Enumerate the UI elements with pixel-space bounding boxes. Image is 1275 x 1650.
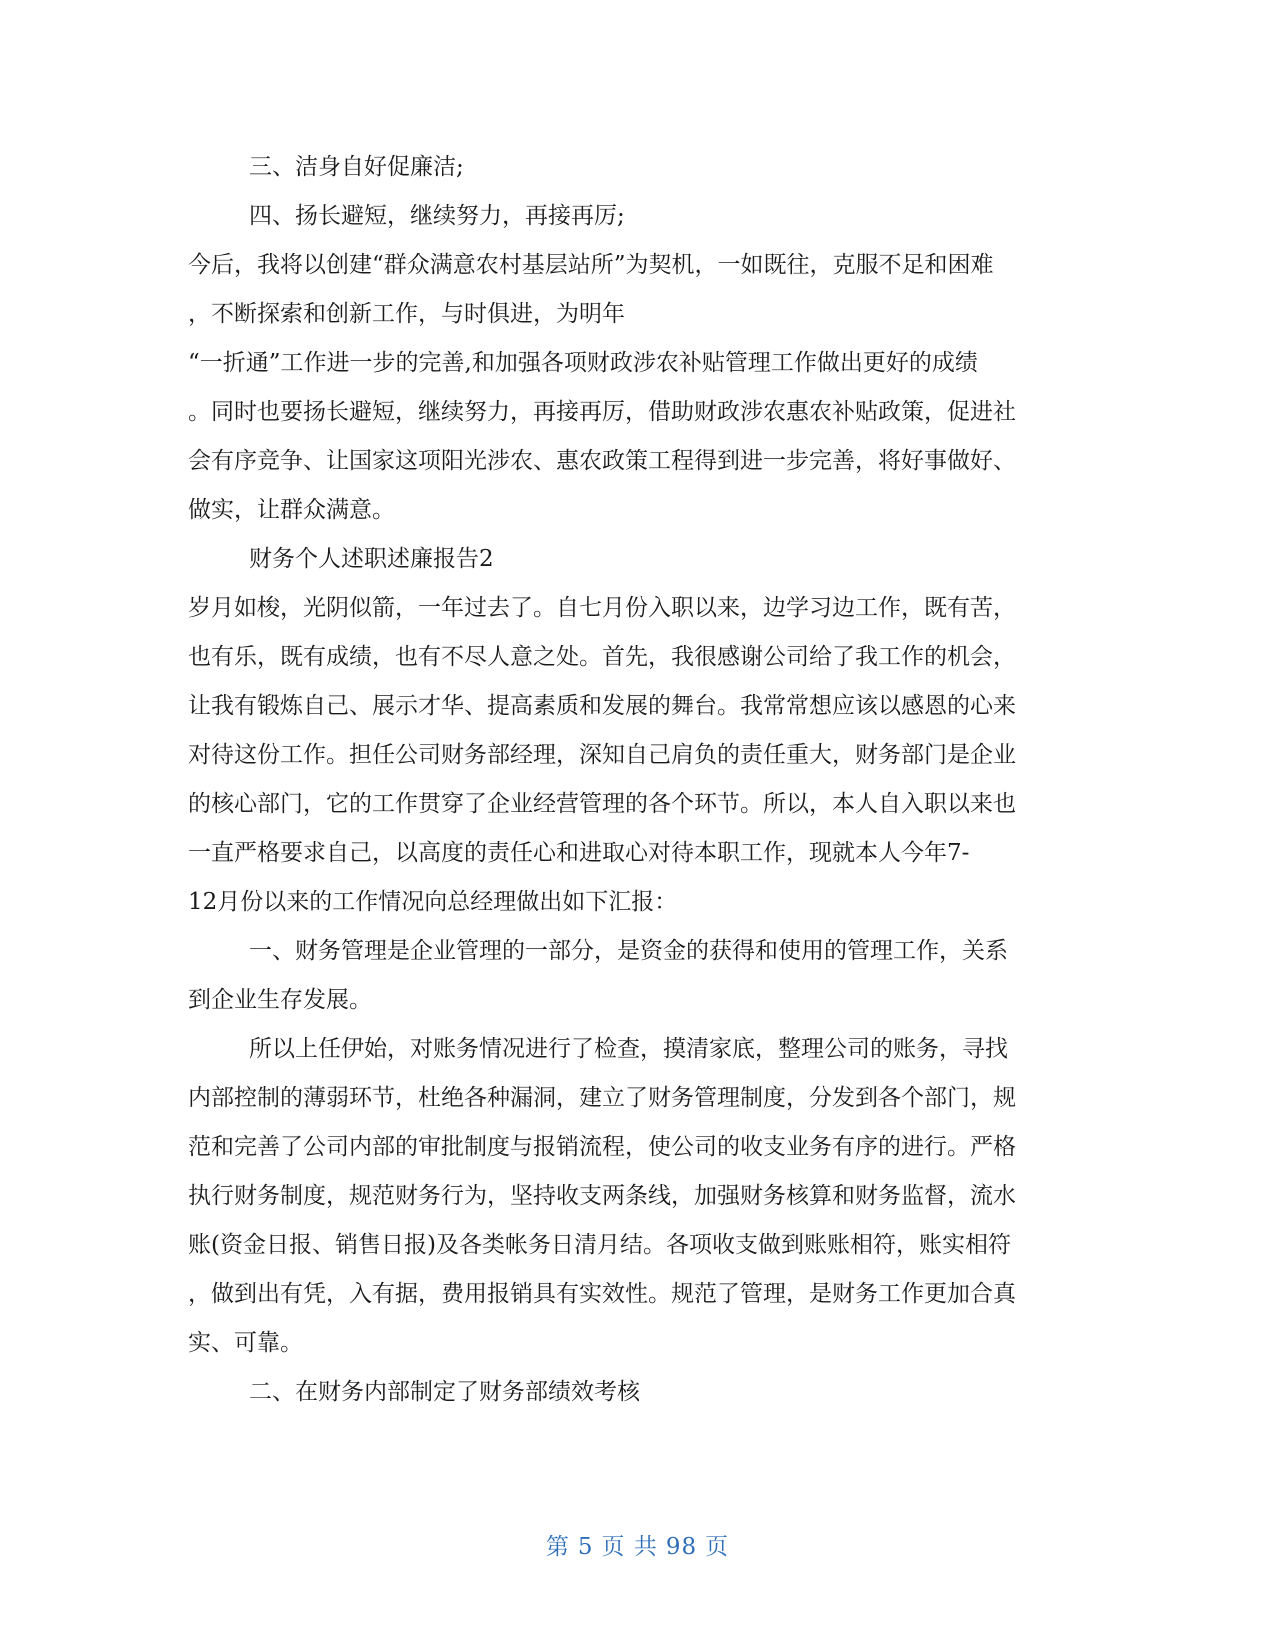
text-line: 范和完善了公司内部的审批制度与报销流程，使公司的收支业务有序的进行。严格: [188, 1134, 1016, 1160]
text-line: 财务个人述职述廉报告2: [249, 546, 494, 572]
text-line: 四、扬长避短，继续努力，再接再厉;: [249, 203, 625, 229]
text-line: 到企业生存发展。: [188, 987, 372, 1013]
text-line: 所以上任伊始，对账务情况进行了检查，摸清家底，整理公司的账务，寻找: [249, 1036, 1008, 1062]
text-line: 内部控制的薄弱环节，杜绝各种漏洞，建立了财务管理制度，分发到各个部门，规: [188, 1085, 1016, 1111]
text-line: 12月份以来的工作情况向总经理做出如下汇报：: [188, 889, 678, 915]
footer-middle: 页 共: [601, 1534, 658, 1560]
footer-suffix: 页: [705, 1534, 730, 1560]
footer-prefix: 第: [545, 1534, 570, 1560]
text-line: 的核心部门，它的工作贯穿了企业经营管理的各个环节。所以，本人自入职以来也: [188, 791, 1016, 817]
text-line: 让我有锻炼自己、展示才华、提高素质和发展的舞台。我常常想应该以感恩的心来: [188, 693, 1016, 719]
text-line: 对待这份工作。担任公司财务部经理，深知自己肩负的责任重大，财务部门是企业: [188, 742, 1016, 768]
text-line: 执行财务制度，规范财务行为，坚持收支两条线，加强财务核算和财务监督，流水: [188, 1183, 1016, 1209]
text-line: 岁月如梭，光阴似箭，一年过去了。自七月份入职以来，边学习边工作，既有苦，: [188, 595, 1016, 621]
text-line: “一折通”工作进一步的完善,和加强各项财政涉农补贴管理工作做出更好的成绩: [188, 350, 978, 376]
text-line: 实、可靠。: [188, 1330, 303, 1356]
text-line: 会有序竞争、让国家这项阳光涉农、惠农政策工程得到进一步完善，将好事做好、: [188, 448, 1016, 474]
text-line: 二、在财务内部制定了财务部绩效考核: [249, 1379, 640, 1405]
document-body: [188, 143, 1088, 1417]
text-line: 也有乐，既有成绩，也有不尽人意之处。首先，我很感谢公司给了我工作的机会，: [188, 644, 1016, 670]
text-line: ，不断探索和创新工作，与时俱进，为明年: [188, 301, 625, 327]
text-line: 账(资金日报、销售日报)及各类帐务日清月结。各项收支做到账账相符，账实相符: [188, 1232, 1011, 1258]
page-footer: [0, 1528, 1275, 1561]
text-line: ，做到出有凭，入有据，费用报销具有实效性。规范了管理，是财务工作更加合真: [188, 1281, 1016, 1307]
text-line: 做实，让群众满意。: [188, 497, 395, 523]
text-line: 今后，我将以创建“群众满意农村基层站所”为契机，一如既往，克服不足和困难: [188, 252, 994, 278]
text-line: 。同时也要扬长避短，继续努力，再接再厉，借助财政涉农惠农补贴政策，促进社: [188, 399, 1016, 425]
text-line: 一直严格要求自己，以高度的责任心和进取心对待本职工作，现就本人今年7-: [188, 840, 970, 866]
footer-total-pages: 98: [665, 1534, 698, 1560]
text-line: 一、财务管理是企业管理的一部分，是资金的获得和使用的管理工作，关系: [249, 938, 1008, 964]
footer-page-number: 5: [577, 1534, 594, 1560]
text-line: 三、洁身自好促廉洁;: [249, 154, 464, 180]
